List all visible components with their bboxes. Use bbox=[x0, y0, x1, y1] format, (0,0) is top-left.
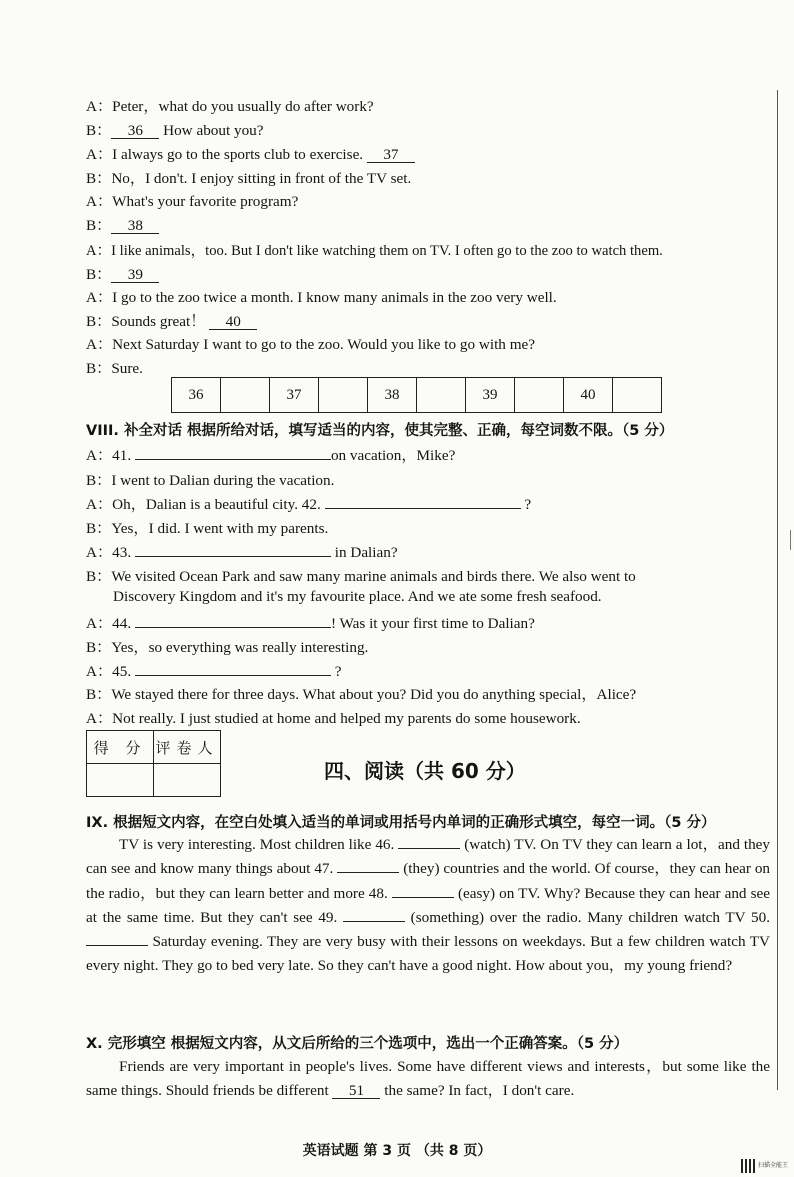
speaker-b: B： bbox=[86, 122, 112, 139]
blank-48[interactable] bbox=[392, 897, 454, 898]
grader-header: 评卷人 bbox=[154, 731, 221, 764]
blank-49[interactable] bbox=[343, 921, 405, 922]
passage-text: the same? In fact，I don't care. bbox=[384, 1082, 575, 1100]
section-10-passage bbox=[86, 1055, 770, 1104]
answer-label-39: 39 bbox=[466, 378, 515, 413]
blank-43[interactable] bbox=[135, 556, 331, 557]
answer-cell-40[interactable] bbox=[613, 378, 662, 413]
blank-42[interactable] bbox=[325, 508, 521, 509]
passage-text: TV is very interesting. Most children like 46. bbox=[119, 836, 395, 853]
dialogue-b2: B：Yes，I did. I went with my parents. bbox=[86, 520, 329, 537]
watermark-text: 扫描全能王 bbox=[758, 1162, 789, 1169]
answer-label-40: 40 bbox=[564, 378, 613, 413]
qr-code-icon bbox=[741, 1159, 755, 1173]
answer-cell-37[interactable] bbox=[319, 378, 368, 413]
passage-text: (they) countries and the world. Of course，they can hear on the radio，but they can learn better and more 48. bbox=[86, 860, 771, 902]
dialogue-b3-line2: Discovery Kingdom and it's my favourite place. And we ate some fresh seafood. bbox=[113, 588, 602, 605]
dialogue-line-6 bbox=[86, 214, 159, 235]
blank-51[interactable]: 51 bbox=[332, 1084, 380, 1099]
passage-text: (watch) TV. On TV they can learn a lot，and they can see and know many things about 47. bbox=[86, 836, 771, 878]
blank-38[interactable]: 38 bbox=[111, 219, 159, 234]
dialogue-43 bbox=[86, 541, 398, 562]
passage-text: Saturday evening. They are very busy with their lessons on weekdays. But a few children watch TV every night. They go to bed very late. So they can't have a good night. How about you，my young friend? bbox=[86, 933, 770, 975]
blank-36[interactable]: 36 bbox=[111, 124, 159, 139]
answer-label-36: 36 bbox=[172, 378, 221, 413]
dialogue-42 bbox=[86, 493, 531, 514]
blank-44[interactable] bbox=[135, 627, 331, 628]
blank-37[interactable]: 37 bbox=[367, 148, 415, 163]
section-4-heading: 四、阅读（共 60 分） bbox=[324, 759, 526, 783]
speaker-b: B： bbox=[86, 217, 112, 234]
question-43-text: in Dalian? bbox=[334, 544, 398, 561]
section-9-passage bbox=[86, 833, 770, 979]
blank-47[interactable] bbox=[337, 872, 399, 873]
blank-45[interactable] bbox=[135, 675, 331, 676]
question-42-text: ? bbox=[524, 496, 532, 513]
passage-text: Friends are very important in people's lives. Some have different views and interests，but some like the same things. Should friends be different bbox=[86, 1058, 770, 1100]
question-44-text: ! Was it your first time to Dalian? bbox=[330, 615, 535, 632]
dialogue-line-5: A：What's your favorite program? bbox=[86, 193, 299, 210]
question-41-text: on vacation，Mike? bbox=[330, 447, 456, 464]
section-10-title: X. 完形填空 根据短文内容，从文后所给的三个选项中，选出一个正确答案。（5 分） bbox=[86, 1036, 629, 1052]
passage-text: (something) over the radio. Many children watch TV 50. bbox=[410, 908, 771, 926]
dialogue-line-2 bbox=[86, 119, 264, 140]
question-42-label: A：Oh，Dalian is a beautiful city. 42. bbox=[86, 496, 321, 513]
question-45-text: ? bbox=[334, 663, 342, 680]
passage-text: (easy) on TV. Why? Because they can hear and see at the same time. But they can't see 49. bbox=[86, 884, 770, 926]
blank-46[interactable] bbox=[398, 848, 460, 849]
dialogue-line-3 bbox=[86, 143, 415, 164]
dialogue-line-12: B：Sure. bbox=[86, 360, 143, 377]
dialogue-text: A：I always go to the sports club to exercise. bbox=[86, 146, 364, 163]
dialogue-line-4: B：No，I don't. I enjoy sitting in front of the TV set. bbox=[86, 170, 412, 187]
answer-cell-38[interactable] bbox=[417, 378, 466, 413]
answer-cell-39[interactable] bbox=[515, 378, 564, 413]
score-cell[interactable] bbox=[87, 764, 154, 797]
dialogue-45 bbox=[86, 660, 341, 681]
page-footer: 英语试题 第 3 页 （共 8 页） bbox=[302, 1143, 492, 1159]
dialogue-b4: B：Yes，so everything was really interesting. bbox=[86, 639, 369, 656]
dialogue-line-7: A：I like animals，too. But I don't like watching them on TV. I often go to the zoo to watch them. bbox=[86, 243, 663, 259]
blank-50[interactable] bbox=[86, 945, 148, 946]
question-41-label: A：41. bbox=[86, 447, 132, 464]
dialogue-44 bbox=[86, 612, 535, 633]
answer-label-38: 38 bbox=[368, 378, 417, 413]
question-44-label: A：44. bbox=[86, 615, 132, 632]
section-8-title: VIII. 补全对话 根据所给对话，填写适当的内容，使其完整、正确，每空词数不限。（5 分） bbox=[86, 423, 674, 439]
dialogue-text: B：Sounds great！ bbox=[86, 313, 206, 330]
dialogue-line-1: A：Peter，what do you usually do after work? bbox=[86, 98, 374, 115]
answer-label-37: 37 bbox=[270, 378, 319, 413]
dialogue-41 bbox=[86, 444, 455, 465]
dialogue-line-11: A：Next Saturday I want to go to the zoo. Would you like to go with me? bbox=[86, 336, 535, 353]
margin-mark bbox=[790, 530, 794, 550]
dialogue-b5: B：We stayed there for three days. What about you? Did you do anything special，Alice? bbox=[86, 686, 637, 703]
dialogue-line-10 bbox=[86, 310, 257, 331]
answer-cell-36[interactable] bbox=[221, 378, 270, 413]
question-45-label: A：45. bbox=[86, 663, 132, 680]
answer-table bbox=[171, 377, 662, 413]
score-table bbox=[86, 730, 221, 797]
margin-rule bbox=[777, 90, 778, 1090]
dialogue-b3-line1: B：We visited Ocean Park and saw many marine animals and birds there. We also went to bbox=[86, 568, 636, 585]
question-43-label: A：43. bbox=[86, 544, 132, 561]
section-9-title: IX. 根据短文内容，在空白处填入适当的单词或用括号内单词的正确形式填空，每空一词。（5 分） bbox=[86, 815, 716, 831]
dialogue-text: How about you? bbox=[163, 122, 264, 139]
grader-cell[interactable] bbox=[154, 764, 221, 797]
dialogue-a6: A：Not really. I just studied at home and helped my parents do some housework. bbox=[86, 710, 581, 727]
score-header: 得 分 bbox=[87, 731, 154, 764]
blank-39[interactable]: 39 bbox=[111, 268, 159, 283]
blank-40[interactable]: 40 bbox=[209, 315, 257, 330]
dialogue-line-9: A：I go to the zoo twice a month. I know many animals in the zoo very well. bbox=[86, 289, 557, 306]
speaker-b: B： bbox=[86, 266, 112, 283]
dialogue-line-8 bbox=[86, 263, 159, 284]
dialogue-b1: B：I went to Dalian during the vacation. bbox=[86, 472, 335, 489]
blank-41[interactable] bbox=[135, 459, 331, 460]
